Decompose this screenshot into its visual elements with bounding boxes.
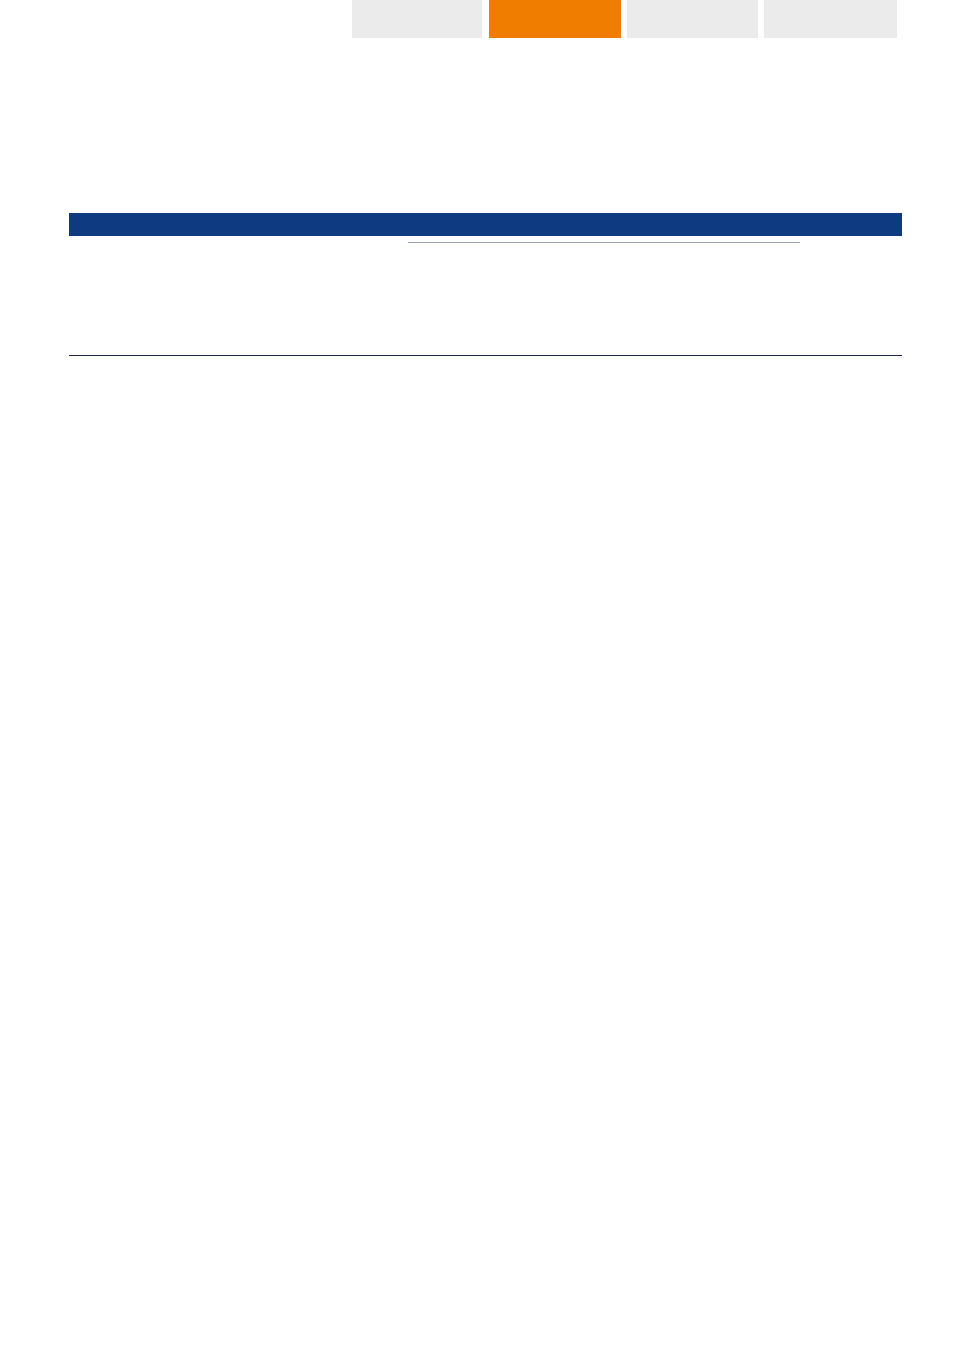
header-rule bbox=[69, 355, 902, 356]
tab-strategic-report[interactable] bbox=[352, 0, 482, 38]
table-title bbox=[69, 217, 74, 232]
group-header bbox=[408, 239, 800, 243]
tab-governance-report[interactable] bbox=[489, 0, 621, 38]
tab-financial-statements[interactable] bbox=[627, 0, 758, 38]
tab-other-information[interactable] bbox=[764, 0, 897, 38]
table-banner bbox=[69, 213, 902, 236]
